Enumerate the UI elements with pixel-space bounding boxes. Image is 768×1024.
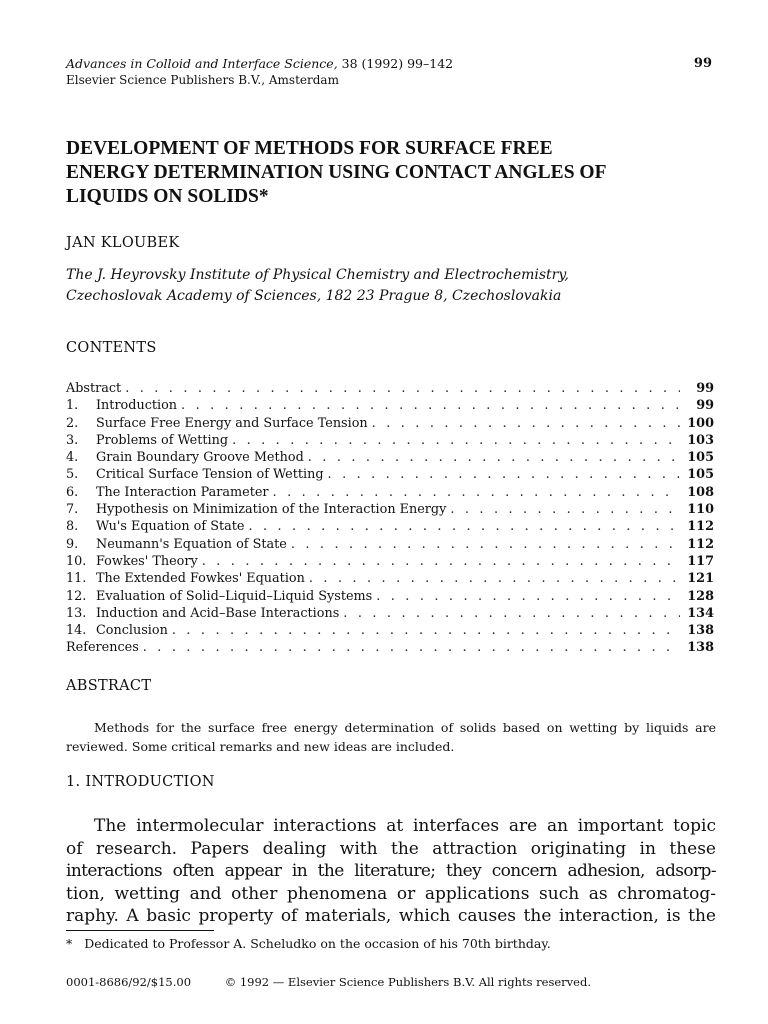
toc-entry [66,605,714,622]
toc-entry-number: 1. [66,398,79,414]
toc-entry-number: 5. [66,467,79,483]
journal-volume-pages: 38 (1992) 99–142 [341,56,454,71]
page-footer [66,975,716,989]
toc-entry-number: 4. [66,450,79,466]
introduction-heading: 1. INTRODUCTION [66,774,215,790]
toc-entry [66,484,714,501]
toc-leader-dots [232,432,680,449]
toc-entry-title: References [66,640,139,656]
toc-entry-number: 13. [66,605,87,621]
intro-line: interactions often appear in the literature; they concern adhesion, adsorp- [66,861,716,881]
toc-entry-page: 117 [687,553,714,569]
publisher-line: Elsevier Science Publishers B.V., Amsterdam [66,73,339,87]
toc-entry-title: Critical Surface Tension of Wetting [96,467,324,483]
toc-entry [66,570,714,587]
toc-leader-dots [343,605,680,622]
toc-leader-dots [125,380,680,397]
toc-entry-page: 99 [696,398,714,414]
toc-entry-title: Evaluation of Solid–Liquid–Liquid Systems [96,588,373,604]
abstract-text: Methods for the surface free energy determination of solids based on wetting by liquids are reviewed. Some critical remarks and new ideas are included. [66,720,716,754]
toc-entry-page: 112 [687,536,714,552]
toc-entry-page: 105 [687,467,714,483]
toc-entry-page: 138 [687,623,714,639]
toc-entry [66,415,714,432]
toc-entry-number: 6. [66,484,79,500]
toc-entry-title: Abstract [66,381,122,396]
toc-entry-number: 7. [66,502,79,518]
toc-entry-page: 105 [687,450,714,466]
toc-entry-title: Introduction [96,398,178,414]
toc-entry [66,501,714,518]
toc-entry-number: 9. [66,536,79,552]
issn-price: 0001-8686/92/$15.00 [66,975,192,989]
toc-entry-number: 11. [66,571,87,587]
toc-entry [66,553,714,570]
toc-entry [66,449,714,466]
toc-entry-title: Conclusion [96,623,168,639]
toc-entry-title: The Extended Fowkes' Equation [96,571,305,587]
author-name: JAN KLOUBEK [66,235,180,251]
toc-entry-page: 103 [687,432,714,448]
page-number: 99 [693,56,712,71]
toc-entry [66,588,714,605]
toc-entry-page: 110 [687,502,714,518]
toc-entry-page: 134 [687,605,714,621]
introduction-text [66,815,716,928]
footnote-text: Dedicated to Professor A. Scheludko on the occasion of his 70th birthday. [84,936,551,951]
footnote-marker: * [66,936,73,951]
toc-entry-title: Wu's Equation of State [96,519,245,535]
toc-entry-title: Neumann's Equation of State [96,536,287,552]
toc-entry [66,536,714,553]
title-line: DEVELOPMENT OF METHODS FOR SURFACE FREE [66,138,553,159]
toc-entry [66,432,714,449]
journal-name: Advances in Colloid and Interface Science, [66,56,338,71]
toc-entry-number: 3. [66,432,79,448]
toc-entry-page: 128 [687,588,714,604]
toc-leader-dots [376,588,680,605]
abstract-heading: ABSTRACT [66,678,152,694]
toc-entry [66,518,714,535]
affiliation-line: Czechoslovak Academy of Sciences, 182 23 Prague 8, Czechoslovakia [66,288,562,304]
toc-entry-title: The Interaction Parameter [96,484,269,500]
toc-entry-title: Induction and Acid–Base Interactions [96,605,340,621]
toc-entry-title: Surface Free Energy and Surface Tension [96,415,368,431]
footnote [66,936,551,951]
toc-entry [66,466,714,483]
toc-leader-dots [181,397,680,414]
toc-entry-number: 10. [66,553,87,569]
toc-entry-number: 2. [66,415,79,431]
toc-entry-references [66,639,714,656]
toc-entry-number: 8. [66,519,79,535]
toc-entry-number: 14. [66,623,87,639]
journal-citation [66,56,453,71]
toc-leader-dots [372,415,680,432]
contents-heading: CONTENTS [66,340,157,356]
toc-entry-page: 100 [687,415,714,431]
author-affiliation [66,265,569,307]
toc-leader-dots [143,639,680,656]
toc-leader-dots [172,622,680,639]
copyright-notice: © 1992 — Elsevier Science Publishers B.V. All rights reserved. [224,975,591,989]
toc-entry-page: 108 [687,484,714,500]
toc-entry-abstract [66,380,714,397]
title-line: ENERGY DETERMINATION USING CONTACT ANGLES OF [66,162,607,183]
toc-entry-page: 138 [687,640,714,656]
toc-entry-number: 12. [66,588,87,604]
table-of-contents [66,380,714,657]
toc-entry-page: 112 [687,519,714,535]
intro-line: raphy. A basic property of materials, which causes the interaction, is the [66,906,716,926]
paper-title [66,137,716,209]
intro-line: tion, wetting and other phenomena or applications such as chromatog- [66,883,716,904]
toc-leader-dots [328,466,680,483]
affiliation-line: The J. Heyrovsky Institute of Physical Chemistry and Electrochemistry, [66,267,569,283]
toc-entry-title: Fowkes' Theory [96,553,198,569]
toc-entry [66,622,714,639]
toc-entry-title: Hypothesis on Minimization of the Interaction Energy [96,502,447,518]
toc-entry-page: 121 [687,571,714,587]
toc-leader-dots [291,536,680,553]
toc-entry-title: Grain Boundary Groove Method [96,450,304,466]
toc-entry-title: Problems of Wetting [96,432,229,448]
toc-leader-dots [308,449,680,466]
title-line: LIQUIDS ON SOLIDS* [66,186,269,207]
toc-entry-page: 99 [696,381,714,396]
intro-line: of research. Papers dealing with the attraction originating in these [66,838,716,859]
toc-leader-dots [248,518,680,535]
toc-leader-dots [202,553,680,570]
toc-leader-dots [273,484,680,501]
intro-line: The intermolecular interactions at interfaces are an important topic [94,816,716,836]
toc-leader-dots [450,501,680,518]
toc-entry [66,397,714,414]
footnote-divider [66,930,214,931]
toc-leader-dots [309,570,680,587]
